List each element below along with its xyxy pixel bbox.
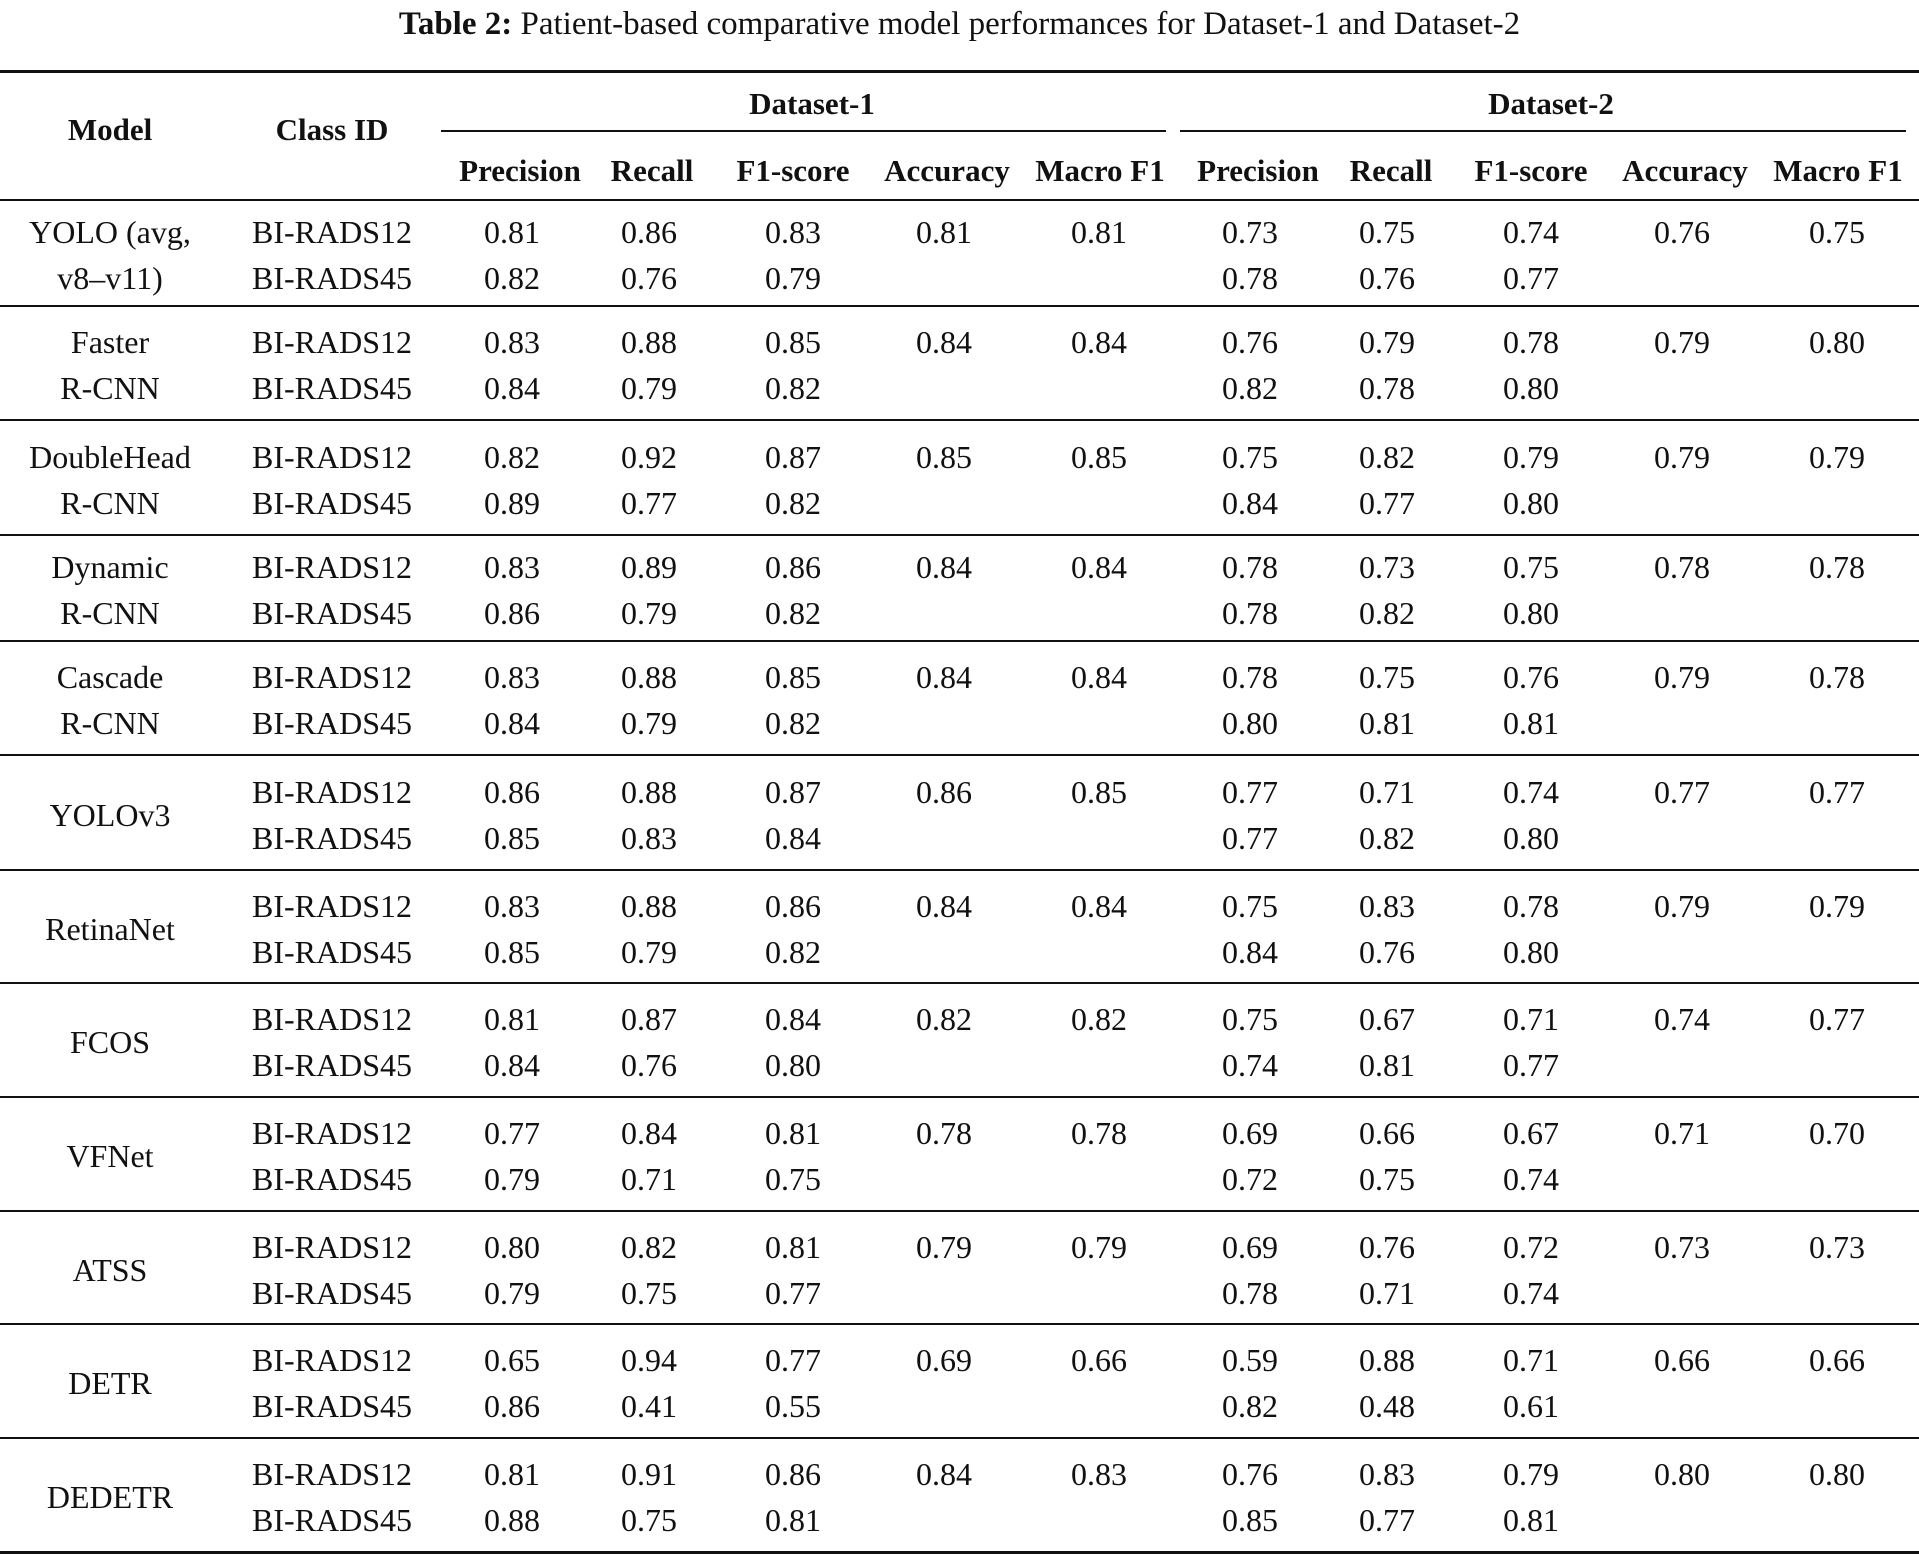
- cell-d2-recall: 0.76: [1359, 260, 1415, 296]
- cell-d1-f1: 0.77: [765, 1275, 821, 1311]
- cell-d2-recall: 0.73: [1359, 549, 1415, 585]
- cell-d2-macro-f1: 0.80: [1809, 1456, 1865, 1492]
- cell-d1-macro-f1: 0.81: [1071, 214, 1127, 250]
- cell-d1-precision: 0.65: [484, 1342, 540, 1378]
- class-id: BI-RADS12: [251, 214, 413, 250]
- header-d2-recall: Recall: [1349, 153, 1433, 188]
- cell-d2-precision: 0.72: [1222, 1161, 1278, 1197]
- cell-d2-precision: 0.75: [1222, 888, 1278, 924]
- cell-d2-accuracy: 0.73: [1654, 1229, 1710, 1265]
- cell-d1-recall: 0.83: [621, 820, 677, 856]
- cell-d2-precision: 0.78: [1222, 1275, 1278, 1311]
- cell-d2-recall: 0.88: [1359, 1342, 1415, 1378]
- cell-d2-accuracy: 0.76: [1654, 214, 1710, 250]
- model-name-line: DEDETR: [46, 1479, 174, 1515]
- row-separator: [0, 305, 1919, 307]
- caption-text: Patient-based comparative model performances for Dataset-1 and Dataset-2: [520, 6, 1521, 42]
- cell-d1-f1: 0.82: [765, 485, 821, 521]
- class-id: BI-RADS12: [251, 888, 413, 924]
- cell-d1-macro-f1: 0.85: [1071, 774, 1127, 810]
- bottom-rule: [0, 1551, 1919, 1554]
- class-id: BI-RADS12: [251, 1229, 413, 1265]
- model-name: [0, 434, 220, 526]
- row-separator: [0, 640, 1919, 642]
- cell-d1-recall: 0.75: [621, 1502, 677, 1538]
- cell-d1-f1: 0.82: [765, 370, 821, 406]
- cell-d1-f1: 0.79: [765, 260, 821, 296]
- cell-d2-precision: 0.59: [1222, 1342, 1278, 1378]
- cell-d2-f1: 0.79: [1503, 1456, 1559, 1492]
- cell-d1-f1: 0.87: [765, 774, 821, 810]
- cell-d2-macro-f1: 0.70: [1809, 1115, 1865, 1151]
- cell-d2-precision: 0.82: [1222, 1388, 1278, 1424]
- cell-d1-f1: 0.81: [765, 1502, 821, 1538]
- cell-d1-recall: 0.92: [621, 439, 677, 475]
- cell-d2-macro-f1: 0.79: [1809, 439, 1865, 475]
- cell-d1-precision: 0.81: [484, 1001, 540, 1037]
- cell-d2-precision: 0.75: [1222, 439, 1278, 475]
- cell-d2-recall: 0.71: [1359, 774, 1415, 810]
- header-dataset-2: Dataset-2: [1488, 86, 1614, 121]
- model-name-line: v8–v11): [57, 260, 163, 296]
- cell-d1-macro-f1: 0.82: [1071, 1001, 1127, 1037]
- cell-d2-precision: 0.69: [1222, 1229, 1278, 1265]
- class-id: BI-RADS45: [251, 1047, 413, 1083]
- cell-d1-recall: 0.79: [621, 370, 677, 406]
- cell-d2-precision: 0.76: [1222, 1456, 1278, 1492]
- cell-d1-accuracy: 0.69: [916, 1342, 972, 1378]
- cell-d2-macro-f1: 0.66: [1809, 1342, 1865, 1378]
- cell-d1-precision: 0.83: [484, 324, 540, 360]
- cell-d1-recall: 0.75: [621, 1275, 677, 1311]
- cell-d2-accuracy: 0.79: [1654, 888, 1710, 924]
- cell-d2-f1: 0.78: [1503, 888, 1559, 924]
- cell-d2-precision: 0.78: [1222, 260, 1278, 296]
- model-name: [0, 1133, 220, 1179]
- cell-d1-accuracy: 0.84: [916, 659, 972, 695]
- cell-d1-accuracy: 0.84: [916, 549, 972, 585]
- model-name-line: VFNet: [66, 1138, 154, 1174]
- cell-d1-macro-f1: 0.84: [1071, 549, 1127, 585]
- cell-d2-f1: 0.81: [1503, 705, 1559, 741]
- cell-d1-macro-f1: 0.78: [1071, 1115, 1127, 1151]
- cell-d2-macro-f1: 0.77: [1809, 774, 1865, 810]
- cell-d2-macro-f1: 0.77: [1809, 1001, 1865, 1037]
- cell-d2-recall: 0.82: [1359, 439, 1415, 475]
- cell-d1-f1: 0.86: [765, 1456, 821, 1492]
- model-name-line: Faster: [70, 324, 150, 360]
- cell-d1-precision: 0.86: [484, 1388, 540, 1424]
- row-separator: [0, 982, 1919, 984]
- cell-d2-f1: 0.74: [1503, 214, 1559, 250]
- cell-d2-accuracy: 0.77: [1654, 774, 1710, 810]
- row-separator: [0, 534, 1919, 536]
- class-id: BI-RADS12: [251, 439, 413, 475]
- cell-d2-macro-f1: 0.75: [1809, 214, 1865, 250]
- model-name: [0, 906, 220, 952]
- cell-d2-precision: 0.78: [1222, 659, 1278, 695]
- cell-d1-f1: 0.77: [765, 1342, 821, 1378]
- cell-d1-f1: 0.55: [765, 1388, 821, 1424]
- cell-d1-accuracy: 0.86: [916, 774, 972, 810]
- cell-d1-recall: 0.84: [621, 1115, 677, 1151]
- cell-d1-recall: 0.82: [621, 1229, 677, 1265]
- cell-d1-precision: 0.82: [484, 260, 540, 296]
- cell-d2-recall: 0.77: [1359, 485, 1415, 521]
- cell-d1-recall: 0.79: [621, 705, 677, 741]
- cell-d2-accuracy: 0.79: [1654, 439, 1710, 475]
- cell-d1-accuracy: 0.82: [916, 1001, 972, 1037]
- cell-d1-precision: 0.86: [484, 774, 540, 810]
- cell-d2-precision: 0.80: [1222, 705, 1278, 741]
- cell-d2-accuracy: 0.66: [1654, 1342, 1710, 1378]
- cell-d1-precision: 0.80: [484, 1229, 540, 1265]
- class-id: BI-RADS12: [251, 1001, 413, 1037]
- cell-d2-f1: 0.77: [1503, 1047, 1559, 1083]
- model-name-line: DoubleHead: [29, 439, 191, 475]
- cell-d2-precision: 0.84: [1222, 934, 1278, 970]
- cell-d1-recall: 0.88: [621, 888, 677, 924]
- class-id: BI-RADS45: [251, 260, 413, 296]
- cell-d2-precision: 0.82: [1222, 370, 1278, 406]
- cell-d1-precision: 0.77: [484, 1115, 540, 1151]
- model-name-line: R-CNN: [60, 705, 160, 741]
- cell-d2-recall: 0.76: [1359, 934, 1415, 970]
- header-d2-accuracy: Accuracy: [1622, 153, 1748, 188]
- cell-d2-f1: 0.80: [1503, 820, 1559, 856]
- cell-d1-recall: 0.41: [621, 1388, 677, 1424]
- header-d1-macro-f1: Macro F1: [1035, 153, 1165, 188]
- cell-d1-f1: 0.85: [765, 659, 821, 695]
- cell-d1-precision: 0.88: [484, 1502, 540, 1538]
- model-name: [0, 1360, 220, 1406]
- cell-d1-recall: 0.88: [621, 774, 677, 810]
- header-d1-accuracy: Accuracy: [884, 153, 1010, 188]
- cell-d1-precision: 0.83: [484, 659, 540, 695]
- cell-d1-precision: 0.85: [484, 934, 540, 970]
- header-dataset-1: Dataset-1: [749, 86, 875, 121]
- cell-d1-precision: 0.85: [484, 820, 540, 856]
- cell-d2-recall: 0.81: [1359, 1047, 1415, 1083]
- cell-d2-accuracy: 0.79: [1654, 659, 1710, 695]
- header-model: Model: [67, 112, 153, 147]
- cell-d2-precision: 0.69: [1222, 1115, 1278, 1151]
- cell-d1-precision: 0.89: [484, 485, 540, 521]
- model-name: [0, 654, 220, 746]
- cell-d1-recall: 0.89: [621, 549, 677, 585]
- model-name: [0, 792, 220, 838]
- cell-d1-recall: 0.76: [621, 260, 677, 296]
- model-name: [0, 544, 220, 636]
- model-name: [0, 319, 220, 411]
- cell-d2-recall: 0.48: [1359, 1388, 1415, 1424]
- cell-d2-recall: 0.83: [1359, 1456, 1415, 1492]
- row-separator: [0, 419, 1919, 421]
- cell-d1-macro-f1: 0.79: [1071, 1229, 1127, 1265]
- cell-d1-precision: 0.84: [484, 1047, 540, 1083]
- cell-d2-f1: 0.76: [1503, 659, 1559, 695]
- dataset-1-rule: [441, 130, 1166, 132]
- cell-d1-precision: 0.81: [484, 1456, 540, 1492]
- class-id: BI-RADS45: [251, 1161, 413, 1197]
- cell-d2-f1: 0.81: [1503, 1502, 1559, 1538]
- header-d2-precision: Precision: [1197, 153, 1319, 188]
- cell-d2-f1: 0.79: [1503, 439, 1559, 475]
- row-separator: [0, 1437, 1919, 1439]
- cell-d1-recall: 0.71: [621, 1161, 677, 1197]
- cell-d2-macro-f1: 0.79: [1809, 888, 1865, 924]
- cell-d1-f1: 0.81: [765, 1229, 821, 1265]
- cell-d1-recall: 0.76: [621, 1047, 677, 1083]
- cell-d1-f1: 0.87: [765, 439, 821, 475]
- cell-d1-recall: 0.91: [621, 1456, 677, 1492]
- cell-d1-precision: 0.86: [484, 595, 540, 631]
- cell-d1-macro-f1: 0.85: [1071, 439, 1127, 475]
- class-id: BI-RADS45: [251, 705, 413, 741]
- header-d1-precision: Precision: [459, 153, 581, 188]
- cell-d2-f1: 0.75: [1503, 549, 1559, 585]
- header-rule: [0, 199, 1919, 201]
- cell-d2-macro-f1: 0.73: [1809, 1229, 1865, 1265]
- model-name-line: Cascade: [56, 659, 164, 695]
- cell-d2-precision: 0.77: [1222, 820, 1278, 856]
- model-name: [0, 209, 220, 301]
- cell-d1-macro-f1: 0.84: [1071, 888, 1127, 924]
- cell-d2-recall: 0.76: [1359, 1229, 1415, 1265]
- class-id: BI-RADS12: [251, 1115, 413, 1151]
- cell-d1-precision: 0.79: [484, 1161, 540, 1197]
- cell-d2-precision: 0.76: [1222, 324, 1278, 360]
- class-id: BI-RADS45: [251, 485, 413, 521]
- cell-d2-recall: 0.79: [1359, 324, 1415, 360]
- top-rule: [0, 70, 1919, 73]
- cell-d1-f1: 0.82: [765, 705, 821, 741]
- cell-d2-recall: 0.77: [1359, 1502, 1415, 1538]
- cell-d2-recall: 0.75: [1359, 214, 1415, 250]
- model-name-line: FCOS: [69, 1024, 151, 1060]
- cell-d2-recall: 0.82: [1359, 820, 1415, 856]
- cell-d1-f1: 0.86: [765, 888, 821, 924]
- cell-d2-recall: 0.81: [1359, 705, 1415, 741]
- cell-d2-accuracy: 0.71: [1654, 1115, 1710, 1151]
- row-separator: [0, 1096, 1919, 1098]
- cell-d1-recall: 0.79: [621, 595, 677, 631]
- cell-d1-precision: 0.81: [484, 214, 540, 250]
- cell-d1-precision: 0.83: [484, 549, 540, 585]
- cell-d2-recall: 0.78: [1359, 370, 1415, 406]
- cell-d1-f1: 0.84: [765, 1001, 821, 1037]
- class-id: BI-RADS12: [251, 324, 413, 360]
- cell-d1-accuracy: 0.84: [916, 888, 972, 924]
- cell-d1-macro-f1: 0.66: [1071, 1342, 1127, 1378]
- cell-d2-macro-f1: 0.78: [1809, 549, 1865, 585]
- cell-d2-precision: 0.85: [1222, 1502, 1278, 1538]
- row-separator: [0, 1210, 1919, 1212]
- model-name-line: RetinaNet: [45, 911, 175, 947]
- model-name-line: DETR: [68, 1365, 152, 1401]
- cell-d1-f1: 0.75: [765, 1161, 821, 1197]
- class-id: BI-RADS12: [251, 1342, 413, 1378]
- cell-d2-f1: 0.80: [1503, 485, 1559, 521]
- cell-d2-recall: 0.67: [1359, 1001, 1415, 1037]
- cell-d2-f1: 0.71: [1503, 1001, 1559, 1037]
- cell-d1-f1: 0.81: [765, 1115, 821, 1151]
- class-id: BI-RADS45: [251, 1502, 413, 1538]
- model-name-line: YOLOv3: [49, 797, 171, 833]
- header-d2-f1: F1-score: [1474, 153, 1588, 188]
- model-name-line: ATSS: [72, 1252, 148, 1288]
- cell-d1-macro-f1: 0.83: [1071, 1456, 1127, 1492]
- cell-d1-precision: 0.79: [484, 1275, 540, 1311]
- cell-d2-precision: 0.84: [1222, 485, 1278, 521]
- model-name: [0, 1247, 220, 1293]
- cell-d1-precision: 0.82: [484, 439, 540, 475]
- cell-d2-f1: 0.74: [1503, 1161, 1559, 1197]
- cell-d2-f1: 0.67: [1503, 1115, 1559, 1151]
- caption-label: Table 2:: [398, 6, 513, 42]
- cell-d1-f1: 0.82: [765, 934, 821, 970]
- dataset-2-rule: [1180, 130, 1906, 132]
- cell-d2-f1: 0.71: [1503, 1342, 1559, 1378]
- cell-d2-f1: 0.80: [1503, 370, 1559, 406]
- cell-d1-accuracy: 0.85: [916, 439, 972, 475]
- cell-d1-f1: 0.80: [765, 1047, 821, 1083]
- class-id: BI-RADS45: [251, 820, 413, 856]
- header-d1-f1: F1-score: [736, 153, 850, 188]
- row-separator: [0, 869, 1919, 871]
- cell-d1-macro-f1: 0.84: [1071, 324, 1127, 360]
- cell-d1-accuracy: 0.81: [916, 214, 972, 250]
- class-id: BI-RADS45: [251, 1388, 413, 1424]
- cell-d1-precision: 0.83: [484, 888, 540, 924]
- cell-d1-accuracy: 0.78: [916, 1115, 972, 1151]
- cell-d1-recall: 0.86: [621, 214, 677, 250]
- cell-d1-recall: 0.94: [621, 1342, 677, 1378]
- cell-d2-recall: 0.75: [1359, 1161, 1415, 1197]
- cell-d2-macro-f1: 0.80: [1809, 324, 1865, 360]
- class-id: BI-RADS12: [251, 1456, 413, 1492]
- cell-d1-recall: 0.79: [621, 934, 677, 970]
- cell-d1-f1: 0.84: [765, 820, 821, 856]
- model-name: [0, 1019, 220, 1065]
- cell-d2-precision: 0.75: [1222, 1001, 1278, 1037]
- cell-d2-precision: 0.78: [1222, 549, 1278, 585]
- cell-d2-f1: 0.61: [1503, 1388, 1559, 1424]
- class-id: BI-RADS45: [251, 370, 413, 406]
- class-id: BI-RADS12: [251, 659, 413, 695]
- model-name: [0, 1474, 220, 1520]
- cell-d2-recall: 0.83: [1359, 888, 1415, 924]
- cell-d2-accuracy: 0.78: [1654, 549, 1710, 585]
- cell-d2-accuracy: 0.79: [1654, 324, 1710, 360]
- header-class-id: Class ID: [275, 112, 389, 147]
- cell-d1-accuracy: 0.79: [916, 1229, 972, 1265]
- cell-d1-f1: 0.83: [765, 214, 821, 250]
- cell-d2-precision: 0.74: [1222, 1047, 1278, 1083]
- cell-d2-accuracy: 0.74: [1654, 1001, 1710, 1037]
- cell-d2-recall: 0.82: [1359, 595, 1415, 631]
- cell-d1-recall: 0.77: [621, 485, 677, 521]
- model-name-line: R-CNN: [60, 485, 160, 521]
- model-name-line: R-CNN: [60, 595, 160, 631]
- cell-d2-recall: 0.71: [1359, 1275, 1415, 1311]
- cell-d2-f1: 0.77: [1503, 260, 1559, 296]
- table-caption: [0, 4, 1919, 44]
- class-id: BI-RADS45: [251, 595, 413, 631]
- header-d1-recall: Recall: [610, 153, 694, 188]
- cell-d2-precision: 0.78: [1222, 595, 1278, 631]
- cell-d1-f1: 0.82: [765, 595, 821, 631]
- cell-d1-accuracy: 0.84: [916, 1456, 972, 1492]
- cell-d1-macro-f1: 0.84: [1071, 659, 1127, 695]
- cell-d2-f1: 0.74: [1503, 1275, 1559, 1311]
- cell-d2-f1: 0.78: [1503, 324, 1559, 360]
- cell-d1-precision: 0.84: [484, 370, 540, 406]
- cell-d2-precision: 0.73: [1222, 214, 1278, 250]
- cell-d2-macro-f1: 0.78: [1809, 659, 1865, 695]
- header-d2-macro-f1: Macro F1: [1773, 153, 1903, 188]
- cell-d2-precision: 0.77: [1222, 774, 1278, 810]
- model-name-line: YOLO (avg,: [29, 214, 191, 250]
- class-id: BI-RADS12: [251, 774, 413, 810]
- cell-d1-f1: 0.85: [765, 324, 821, 360]
- cell-d1-accuracy: 0.84: [916, 324, 972, 360]
- cell-d2-recall: 0.75: [1359, 659, 1415, 695]
- cell-d2-accuracy: 0.80: [1654, 1456, 1710, 1492]
- cell-d2-f1: 0.80: [1503, 595, 1559, 631]
- cell-d2-f1: 0.72: [1503, 1229, 1559, 1265]
- cell-d2-f1: 0.74: [1503, 774, 1559, 810]
- class-id: BI-RADS45: [251, 1275, 413, 1311]
- cell-d1-precision: 0.84: [484, 705, 540, 741]
- model-name-line: R-CNN: [60, 370, 160, 406]
- cell-d1-recall: 0.88: [621, 324, 677, 360]
- cell-d2-recall: 0.66: [1359, 1115, 1415, 1151]
- cell-d1-recall: 0.87: [621, 1001, 677, 1037]
- cell-d2-f1: 0.80: [1503, 934, 1559, 970]
- cell-d1-f1: 0.86: [765, 549, 821, 585]
- row-separator: [0, 754, 1919, 756]
- cell-d1-recall: 0.88: [621, 659, 677, 695]
- row-separator: [0, 1323, 1919, 1325]
- model-name-line: Dynamic: [51, 549, 169, 585]
- class-id: BI-RADS45: [251, 934, 413, 970]
- class-id: BI-RADS12: [251, 549, 413, 585]
